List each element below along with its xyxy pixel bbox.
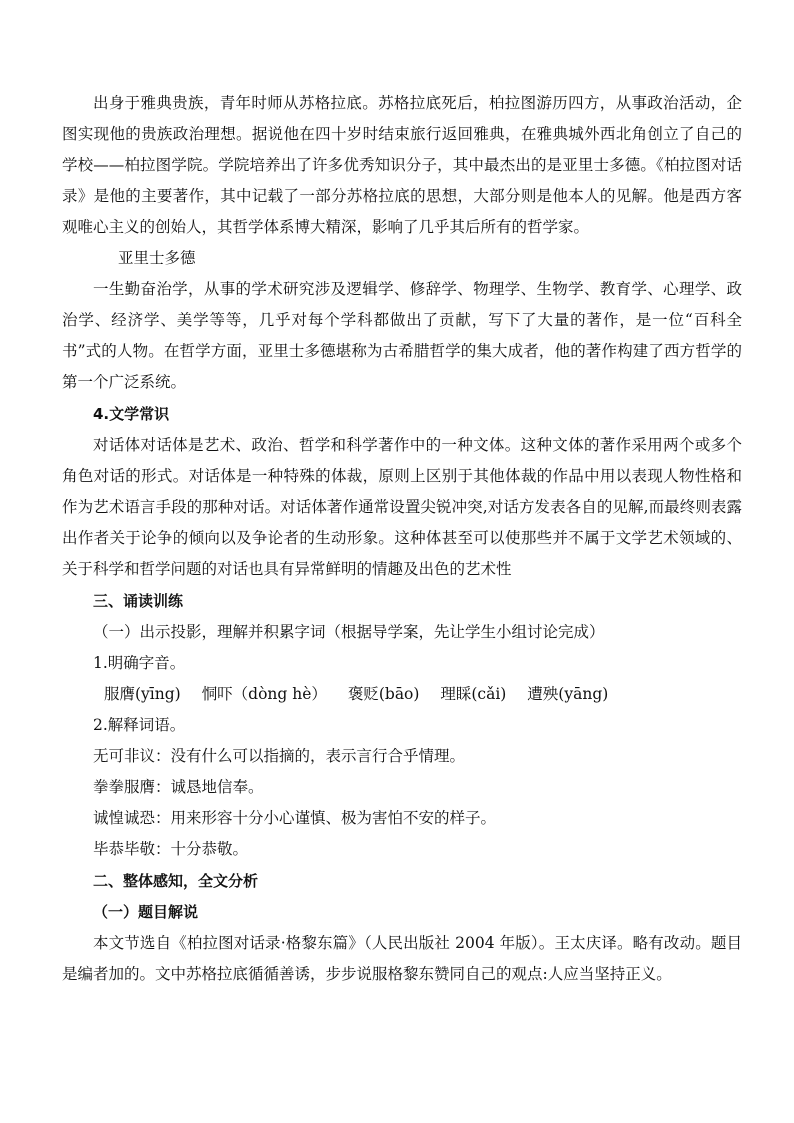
term-definition: 毕恭毕敬：十分恭敬。 [93, 840, 249, 858]
explain-heading: 2.解释词语。 [93, 716, 186, 734]
reading-subheading: （一）出示投影，理解并积累字词（根据导学案，先让学生小组讨论完成） [93, 623, 605, 641]
pronunciation-heading: 1.明确字音。 [93, 654, 186, 672]
title-heading: （一）题目解说 [93, 903, 199, 921]
pronunciation-list [62, 679, 742, 710]
term-definition: 诚惶诚恐：用来形容十分小心谨慎、极为害怕不安的样子。 [93, 809, 497, 827]
aristotle-name: 亚里士多德 [118, 249, 196, 267]
literature-body-paragraph: 对话体对话体是艺术、政治、哲学和科学著作中的一种文体。这种文体的著作采用两个或多个角色对话的形式。对话体是一种特殊的体裁，原则上区别于其他体裁的作品中用以表现人物性格和作为艺术语言手段的那种对话。对话体著作通常设置尖锐冲突,对话方发表各自的见解,而最终则表露出作者关于论争的倾向以及争论者的生动形象。这种体甚至可以使那些并不属于文学艺术领域的、关于科学和哲学问题的对话也具有异常鲜明的情趣及出色的艺术性 [62, 436, 742, 578]
aristotle-section [62, 243, 742, 398]
reading-section [62, 586, 742, 865]
overall-heading: 二、整体感知，全文分析 [93, 872, 259, 890]
pron-item: 服膺(yīng) [104, 685, 181, 703]
plato-section [62, 88, 742, 243]
reading-heading: 三、诵读训练 [93, 592, 184, 610]
overall-section [62, 866, 742, 990]
pron-item: 褒贬(bāo) [347, 685, 420, 703]
pron-item: 恫吓（dòng hè） [201, 685, 327, 703]
aristotle-bio-paragraph: 一生勤奋治学，从事的学术研究涉及逻辑学、修辞学、物理学、生物学、教育学、心理学、政治学、经济学、美学等等，几乎对每个学科都做出了贡献，写下了大量的著作，是一位“百科全书”式的人物。在哲学方面，亚里士多德堪称为古希腊哲学的集大成者，他的著作构建了西方哲学的第一个广泛系统。 [62, 280, 742, 391]
literature-heading: 4.文学常识 [93, 405, 170, 423]
term-definition: 无可非议：没有什么可以指摘的，表示言行合乎情理。 [93, 747, 466, 765]
plato-bio-paragraph: 出身于雅典贵族，青年时师从苏格拉底。苏格拉底死后，柏拉图游历四方，从事政治活动，企图实现他的贵族政治理想。据说他在四十岁时结束旅行返回雅典，在雅典城外西北角创立了自己的学校——柏拉图学院。学院培养出了许多优秀知识分子，其中最杰出的是亚里士多德。《柏拉图对话录》是他的主要著作，其中记载了一部分苏格拉底的思想，大部分则是他本人的见解。他是西方客观唯心主义的创始人，其哲学体系博大精深，影响了几乎其后所有的哲学家。 [62, 94, 742, 236]
title-body-paragraph: 本文节选自《柏拉图对话录·格黎东篇》（人民出版社 2004 年版）。王太庆译。略有改动。题目是编者加的。文中苏格拉底循循善诱，步步说服格黎东赞同自己的观点:人应当坚持正义。 [62, 934, 742, 983]
pron-item: 理睬(cǎi) [440, 685, 507, 703]
pron-item: 遭殃(yāng) [527, 685, 609, 703]
term-definition: 拳拳服膺：诚恳地信奉。 [93, 778, 264, 796]
literature-section [62, 399, 742, 585]
